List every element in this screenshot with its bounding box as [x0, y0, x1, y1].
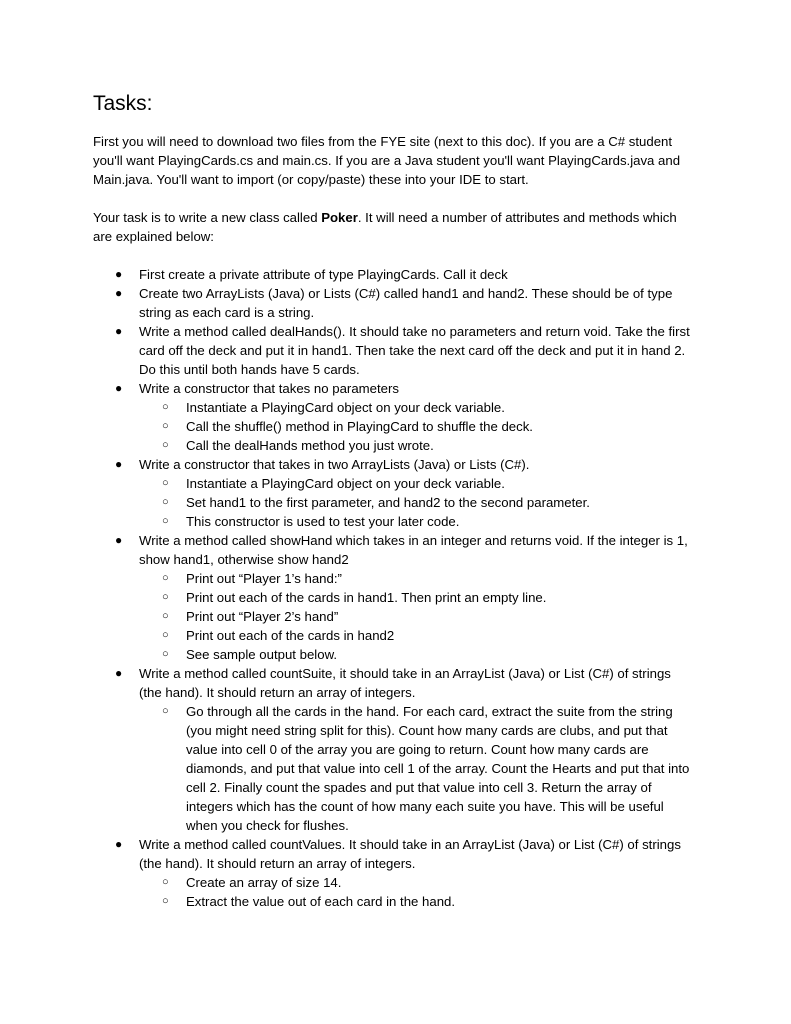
sub-item-text: Call the dealHands method you just wrote. [186, 438, 434, 453]
sub-item [139, 702, 695, 835]
sub-item-text: This constructor is used to test your later code. [186, 514, 460, 529]
sub-item-text: See sample output below. [186, 647, 338, 662]
bullet-icon: ● [115, 666, 123, 680]
task-intro-after: . It will need a number of attributes and methods which are explained below: [93, 210, 677, 244]
sub-item [139, 626, 695, 645]
task-item [93, 835, 695, 911]
sub-bullet-icon: ○ [162, 496, 169, 508]
sub-item [139, 588, 695, 607]
bullet-icon: ● [115, 381, 123, 395]
task-intro-paragraph [93, 208, 695, 246]
sub-item [139, 512, 695, 531]
bullet-icon: ● [115, 286, 123, 300]
sub-item-text: Create an array of size 14. [186, 875, 342, 890]
bullet-icon: ● [115, 324, 123, 338]
task-item-text: Write a method called dealHands(). It should take no parameters and return void. Take the first card off the deck and put it in hand1. Then take the next card off the deck and put it in hand 2. Do this until both hands have 5 cards. [139, 324, 690, 377]
bullet-icon: ● [115, 533, 123, 547]
sub-item [139, 398, 695, 417]
sub-item [139, 873, 695, 892]
task-item [93, 455, 695, 531]
sub-bullet-icon: ○ [162, 876, 169, 888]
sub-item-text: Instantiate a PlayingCard object on your deck variable. [186, 400, 505, 415]
sub-bullet-icon: ○ [162, 515, 169, 527]
sub-item [139, 474, 695, 493]
task-item-text: Write a constructor that takes in two ArrayLists (Java) or Lists (C#). [139, 457, 530, 472]
sub-item-text: Print out each of the cards in hand2 [186, 628, 395, 643]
paragraph-gap [93, 189, 695, 208]
task-item-text: Create two ArrayLists (Java) or Lists (C#) called hand1 and hand2. These should be of type string as each card is a string. [139, 286, 673, 320]
sub-bullet-icon: ○ [162, 591, 169, 603]
sub-bullet-icon: ○ [162, 572, 169, 584]
sub-bullet-icon: ○ [162, 477, 169, 489]
sub-item-text: Instantiate a PlayingCard object on your deck variable. [186, 476, 505, 491]
bullet-icon: ● [115, 267, 123, 281]
page-heading: Tasks: [93, 92, 153, 115]
sub-list [139, 569, 695, 664]
sub-item-text: Print out “Player 2’s hand” [186, 609, 339, 624]
bullet-icon: ● [115, 837, 123, 851]
sub-list [139, 474, 695, 531]
task-item [93, 265, 695, 284]
sub-item [139, 569, 695, 588]
sub-list [139, 398, 695, 455]
sub-item-text: Set hand1 to the first parameter, and hand2 to the second parameter. [186, 495, 590, 510]
task-item-text: Write a method called showHand which takes in an integer and returns void. If the integer is 1, show hand1, otherwise show hand2 [139, 533, 688, 567]
task-list [93, 265, 695, 911]
sub-item [139, 892, 695, 911]
sub-item [139, 417, 695, 436]
sub-bullet-icon: ○ [162, 401, 169, 413]
sub-bullet-icon: ○ [162, 610, 169, 622]
task-item [93, 379, 695, 455]
sub-item-text: Extract the value out of each card in the hand. [186, 894, 456, 909]
sub-item [139, 607, 695, 626]
sub-item [139, 436, 695, 455]
sub-item-text: Print out each of the cards in hand1. Then print an empty line. [186, 590, 547, 605]
sub-bullet-icon: ○ [162, 895, 169, 907]
task-item-text: Write a method called countSuite, it should take in an ArrayList (Java) or List (C#) of strings (the hand). It should return an array of integers. [139, 666, 671, 700]
sub-bullet-icon: ○ [162, 439, 169, 451]
sub-item-text: Print out “Player 1’s hand:” [186, 571, 342, 586]
sub-list [139, 702, 695, 835]
task-item-text: Write a constructor that takes no parameters [139, 381, 399, 396]
sub-item-text: Go through all the cards in the hand. For each card, extract the suite from the string (you might need string split for this). Count how many cards are clubs, and put that value into cell 0 of the array you are going to return. Count how many cards are diamonds, and put that value into cell 1 of the array. Count the Hearts and put that into cell 2. Finally count the spades and put that value into cell 3. Return the array of integers which has the count of how many each suite you have. This will be useful when you check for flushes. [186, 704, 690, 833]
sub-item-text: Call the shuffle() method in PlayingCard to shuffle the deck. [186, 419, 533, 434]
sub-item [139, 493, 695, 512]
sub-bullet-icon: ○ [162, 705, 169, 717]
task-item-text: Write a method called countValues. It should take in an ArrayList (Java) or List (C#) of strings (the hand). It should return an array of integers. [139, 837, 681, 871]
sub-item [139, 645, 695, 664]
task-item-text: First create a private attribute of type PlayingCards. Call it deck [139, 267, 508, 282]
sub-bullet-icon: ○ [162, 420, 169, 432]
task-item [93, 284, 695, 322]
sub-list [139, 873, 695, 911]
task-item [93, 664, 695, 835]
task-item [93, 531, 695, 664]
intro-paragraph: First you will need to download two files from the FYE site (next to this doc). If you are a C# student you'll want PlayingCards.cs and main.cs. If you are a Java student you'll want PlayingCards.java and Main.java. You'll want to import (or copy/paste) these into your IDE to start. [93, 134, 681, 187]
class-name: Poker [321, 210, 358, 225]
task-item [93, 322, 695, 379]
bullet-icon: ● [115, 457, 123, 471]
sub-bullet-icon: ○ [162, 648, 169, 660]
task-intro-before: Your task is to write a new class called [93, 210, 322, 225]
sub-bullet-icon: ○ [162, 629, 169, 641]
